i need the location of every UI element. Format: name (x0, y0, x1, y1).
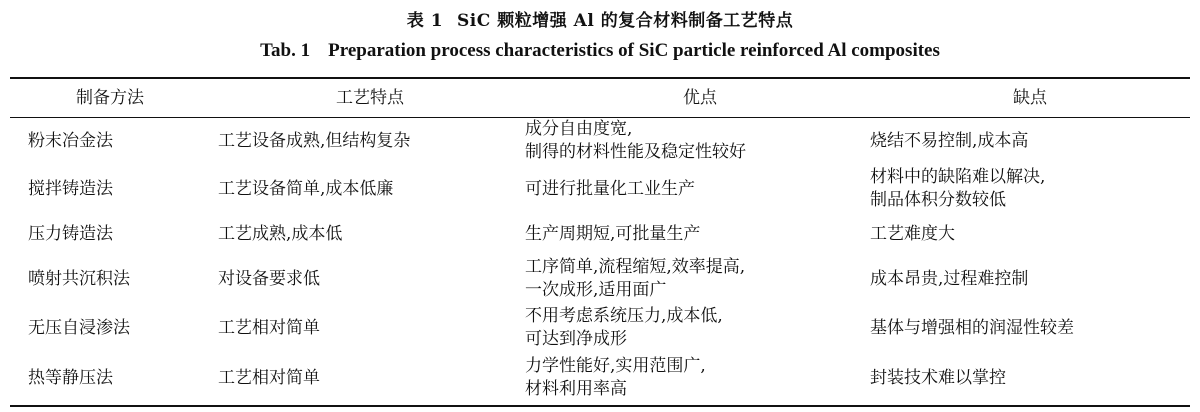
cell-line: 不用考虑系统压力,成本低, (525, 306, 723, 326)
cell-line: 材料中的缺陷难以解决, (870, 167, 1046, 187)
cell-disadvantages (870, 255, 1180, 303)
cell-line: 工艺相对简单 (218, 317, 320, 338)
cell-method: 粉末冶金法 (28, 130, 113, 151)
cell-disadvantages (870, 214, 1180, 254)
cell-process (218, 353, 518, 403)
cell-disadvantages (870, 304, 1180, 352)
header-process: 工艺特点 (336, 87, 404, 108)
table-row (10, 304, 1190, 352)
table-row (10, 353, 1190, 403)
cell-advantages (525, 255, 865, 303)
cell-line: 封装技术难以掌控 (870, 367, 1006, 388)
cell-line: 工艺成熟,成本低 (218, 223, 343, 244)
cell-line: 力学性能好,实用范围广, (525, 356, 706, 376)
cell-line: 工序简单,流程缩短,效率提高, (525, 257, 746, 277)
cell-method: 压力铸造法 (28, 223, 113, 244)
table-row (10, 255, 1190, 303)
table-title-cn: SiC 颗粒增强 Al 的复合材料制备工艺特点 (457, 11, 794, 31)
cell-line: 制得的材料性能及稳定性较好 (525, 142, 746, 162)
cell-line: 对设备要求低 (218, 268, 320, 289)
cell-advantages (525, 118, 865, 164)
cell-advantages (525, 214, 865, 254)
table-bottom-rule (10, 405, 1190, 407)
cell-line: 工艺相对简单 (218, 367, 320, 388)
cell-line: 成分自由度宽, (525, 119, 633, 139)
table-row (10, 118, 1190, 164)
table-header-row (10, 79, 1190, 117)
cell-line: 制品体积分数较低 (870, 190, 1006, 210)
table-title-en: Preparation process characteristics of SiC particle reinforced Al composites (328, 40, 940, 61)
cell-process (218, 304, 518, 352)
cell-line: 工艺设备简单,成本低廉 (218, 178, 394, 199)
header-method: 制备方法 (76, 87, 144, 108)
cell-line: 可达到净成形 (525, 329, 627, 349)
header-disadvantages: 缺点 (1013, 87, 1047, 108)
cell-method: 喷射共沉积法 (28, 268, 130, 289)
cell-line: 基体与增强相的润湿性较差 (870, 317, 1074, 338)
cell-method: 热等静压法 (28, 367, 113, 388)
cell-method: 无压自浸渗法 (28, 317, 130, 338)
cell-advantages (525, 304, 865, 352)
cell-disadvantages (870, 165, 1180, 213)
cell-advantages (525, 165, 865, 213)
cell-line: 成本昂贵,过程难控制 (870, 268, 1029, 289)
cell-disadvantages (870, 118, 1180, 164)
cell-process (218, 118, 518, 164)
cell-line: 一次成形,适用面广 (525, 280, 667, 300)
cell-process (218, 214, 518, 254)
table-caption-en (0, 40, 1200, 62)
cell-disadvantages (870, 353, 1180, 403)
cell-line: 工艺难度大 (870, 223, 955, 244)
cell-advantages (525, 353, 865, 403)
cell-line: 生产周期短,可批量生产 (525, 223, 701, 244)
cell-line: 材料利用率高 (525, 379, 627, 399)
table-number-en: Tab. 1 (260, 40, 311, 61)
table-caption-cn (0, 6, 1200, 31)
cell-line: 可进行批量化工业生产 (525, 178, 695, 199)
table-row (10, 165, 1190, 213)
cell-method: 搅拌铸造法 (28, 178, 113, 199)
cell-line: 烧结不易控制,成本高 (870, 130, 1029, 151)
cell-line: 工艺设备成熟,但结构复杂 (218, 130, 411, 151)
cell-process (218, 255, 518, 303)
table-number-cn: 表 1 (406, 11, 444, 31)
table-row (10, 214, 1190, 254)
cell-process (218, 165, 518, 213)
header-advantages: 优点 (683, 87, 717, 108)
